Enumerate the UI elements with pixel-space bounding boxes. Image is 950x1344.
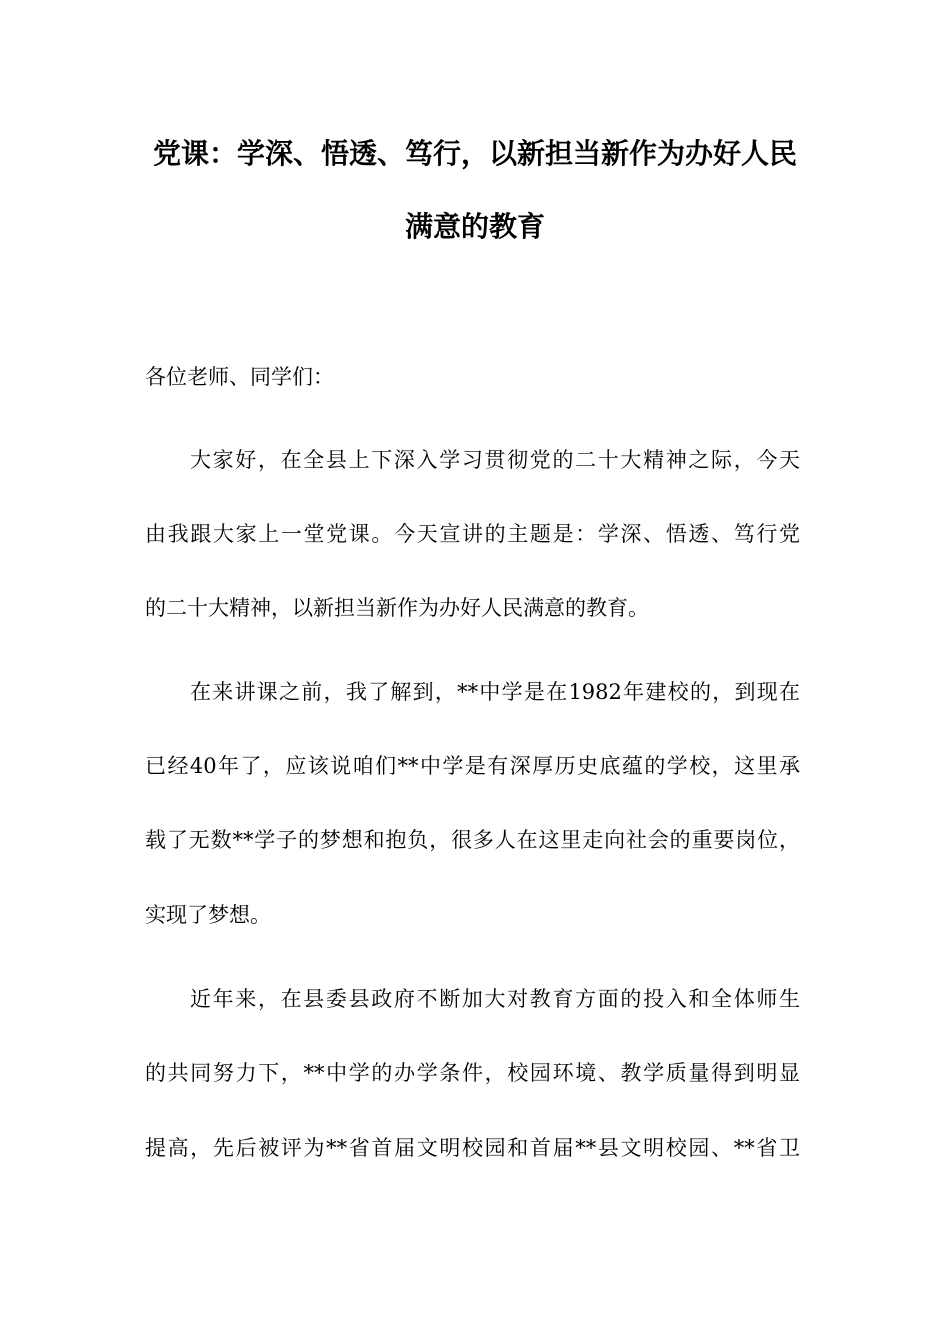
paragraph-2-line-3: 载了无数**学子的梦想和抱负，很多人在这里走向社会的重要岗位， <box>145 828 800 852</box>
greeting: 各位老师、同学们： <box>145 365 334 389</box>
paragraph-3-line-2: 的共同努力下，**中学的办学条件，校园环境、教学质量得到明显 <box>145 1061 800 1085</box>
paragraph-2-line-4: 实现了梦想。 <box>145 903 271 927</box>
paragraph-1-line-1: 大家好，在全县上下深入学习贯彻党的二十大精神之际，今天 <box>190 448 800 472</box>
paragraph-3-line-3: 提高，先后被评为**省首届文明校园和首届**县文明校园、**省卫 <box>145 1136 800 1160</box>
paragraph-2-line-2: 已经40年了，应该说咱们**中学是有深厚历史底蕴的学校，这里承 <box>145 754 800 778</box>
paragraph-1-line-2: 由我跟大家上一堂党课。今天宣讲的主题是：学深、悟透、笃行党 <box>145 522 800 546</box>
paragraph-2-line-1: 在来讲课之前，我了解到，**中学是在1982年建校的，到现在 <box>190 680 800 704</box>
paragraph-1-line-3: 的二十大精神，以新担当新作为办好人民满意的教育。 <box>145 596 649 620</box>
document-title-line-1: 党课：学深、悟透、笃行，以新担当新作为办好人民 <box>152 137 797 170</box>
paragraph-3-line-1: 近年来，在县委县政府不断加大对教育方面的投入和全体师生 <box>190 987 800 1011</box>
document-title-line-2: 满意的教育 <box>404 210 545 243</box>
